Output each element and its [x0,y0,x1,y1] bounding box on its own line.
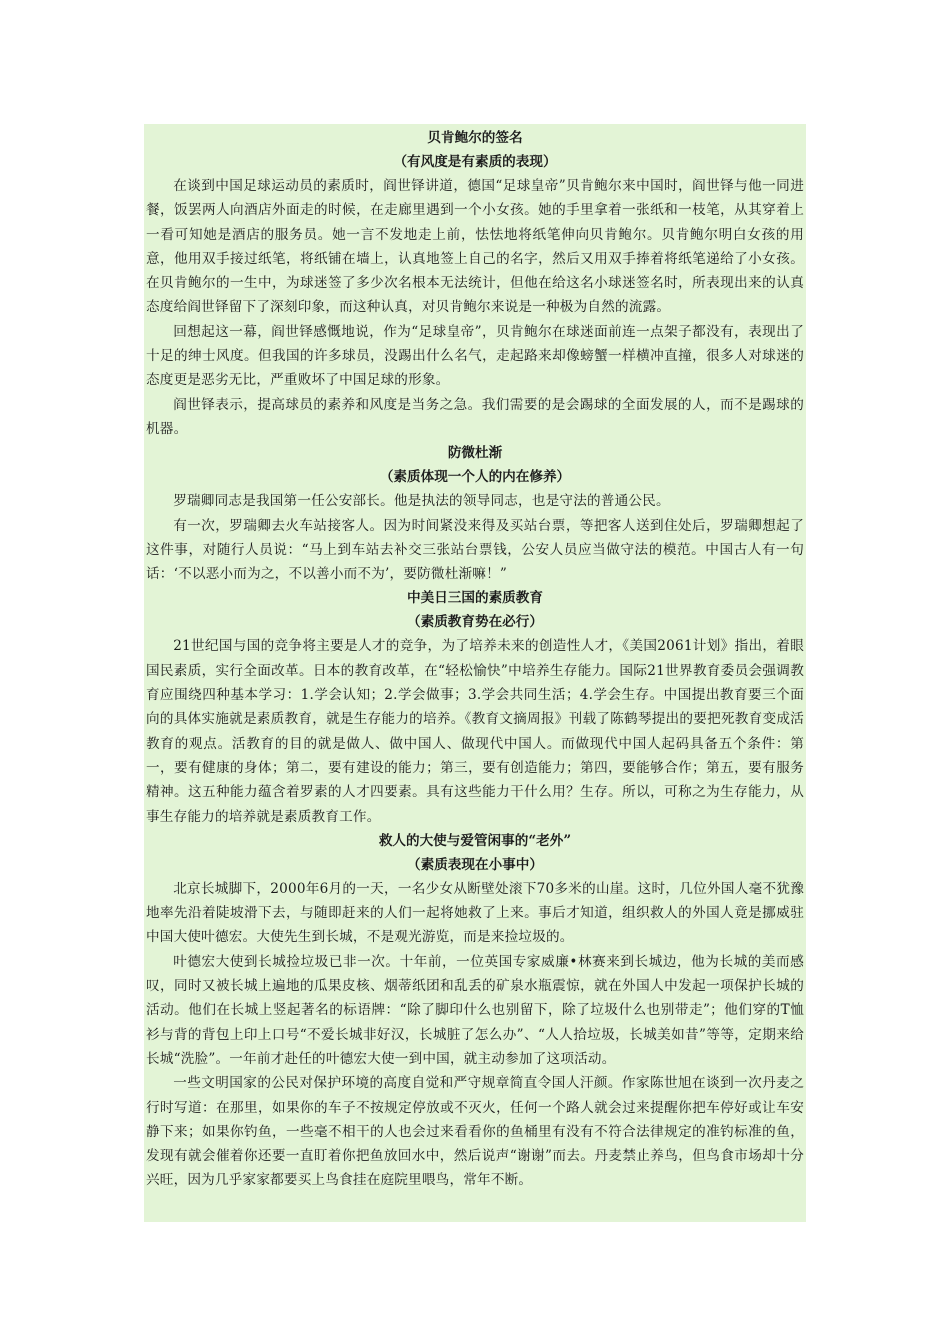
section-title: 中美日三国的素质教育 [407,590,543,607]
section-title: 救人的大使与爱管闲事的“老外” [378,832,572,849]
paragraph: 阎世铎表示，提高球员的素养和风度是当务之急。我们需要的是会踢球的全面发展的人，而不是踢球的机器。 [146,396,804,437]
section-title: 防微杜渐 [447,445,503,462]
section-ambassador [144,829,806,1193]
paragraph: 罗瑞卿同志是我国第一任公安部长。他是执法的领导同志，也是守法的普通公民。 [173,493,670,510]
paragraph: 一些文明国家的公民对保护环境的高度自觉和严守规章简直令国人汗颜。作家陈世旭在谈到一次丹麦之行时写道：在那里，如果你的车子不按规定停放或不灭火，任何一个路人就会过来提醒你把车停好或让车安静下来；如果你钓鱼，一些毫不相干的人也会过来看看你的鱼桶里有没有不符合法律规定的准钓标准的鱼，发现有就会催着你还要一直盯着你把鱼放回水中，然后说声“谢谢”而去。丹麦禁止养鸟，但鸟食市场却十分兴旺，因为几乎家家都要买上鸟食挂在庭院里喂鸟，常年不断。 [146,1075,804,1189]
section-subtitle: （素质体现一个人的内在修养） [379,469,571,486]
paragraph: 叶德宏大使到长城捡垃圾已非一次。十年前，一位英国专家威廉•林赛来到长城边，他为长城的美而感叹，同时又被长城上遍地的瓜果皮核、烟蒂纸团和乱丢的矿泉水瓶震惊，就在外国人中发起一项保护长城的活动。他们在长城上竖起著名的标语牌：“除了脚印什么也别留下，除了垃圾什么也别带走”；他们穿的T恤衫与背的背包上印上口号“不爱长城非好汉，长城脏了怎么办”、“人人拾垃圾，长城美如昔”等等，定期来给长城“洗脸”。一年前才赴任的叶德宏大使一到中国，就主动参加了这项活动。 [146,953,804,1067]
paragraph: 21世纪国与国的竞争将主要是人才的竞争，为了培养未来的创造性人才，《美国2061计划》指出，着眼国民素质，实行全面改革。日本的教育改革，在“轻松愉快”中培养生存能力。国际21世界教育委员会强调教育应围绕四种基本学习：1.学会认知；2.学会做事；3.学会共同生活；4.学会生存。中国提出教育要三个面向的具体实施就是素质教育，就是生存能力的培养。《教育文摘周报》刊载了陈鹤琴提出的要把死教育变成活教育的观点。活教育的目的就是做人、做中国人、做现代中国人。而做现代中国人起码具备五个条件：第一，要有健康的身体；第二，要有建设的能力；第三，要有创造能力；第四，要能够合作；第五，要有服务精神。这五种能力蕴含着罗素的人才四要素。具有这些能力干什么用？生存。所以，可称之为生存能力，从事生存能力的培养就是素质教育工作。 [146,638,804,825]
paragraph: 在谈到中国足球运动员的素质时，阎世铎讲道，德国“足球皇帝”贝肯鲍尔来中国时，阎世铎与他一同进餐，饭罢两人向酒店外面走的时候，在走廊里遇到一个小女孩。她的手里拿着一张纸和一枝笔，从其穿着上一看可知她是酒店的服务员。她一言不发地走上前，怯怯地将纸笔伸向贝肯鲍尔。贝肯鲍尔明白女孩的用意，他用双手接过纸笔，将纸铺在墙上，认真地签上自己的名字，然后又用双手捧着将纸笔递给了小女孩。在贝肯鲍尔的一生中，为球迷签了多少次名根本无法统计，但他在给这名小球迷签名时，所表现出来的认真态度给阎世铎留下了深刻印象，而这种认真，对贝肯鲍尔来说是一种极为自然的流露。 [146,178,804,316]
section-fangwei [144,441,806,586]
section-subtitle: （素质教育势在必行） [407,614,543,631]
section-beckenbauer [144,126,806,441]
paragraph: 回想起这一幕，阎世铎感慨地说，作为“足球皇帝”，贝肯鲍尔在球迷面前连一点架子都没有，表现出了十足的绅士风度。但我国的许多球员，没踢出什么名气，走起路来却像螃蟹一样横冲直撞，很多人对球迷的态度更是恶劣无比，严重败坏了中国足球的形象。 [146,323,804,389]
section-subtitle: （素质表现在小事中） [407,856,543,873]
paragraph: 北京长城脚下，2000年6月的一天，一名少女从断壁处滚下70多米的山崖。这时，几位外国人毫不犹豫地率先沿着陡坡滑下去，与随即赶来的人们一起将她救了上来。事后才知道，组织救人的外国人竟是挪威驻中国大使叶德宏。大使先生到长城，不是观光游览，而是来捡垃圾的。 [146,880,804,946]
section-subtitle: （有风度是有素质的表现） [393,154,557,170]
section-title: 贝肯鲍尔的签名 [427,130,523,146]
document-page [144,124,806,1222]
paragraph: 有一次，罗瑞卿去火车站接客人。因为时间紧没来得及买站台票，等把客人送到住处后，罗瑞卿想起了这件事，对随行人员说：“马上到车站去补交三张站台票钱，公安人员应当做守法的模范。中国古人有一句话：‘不以恶小而为之，不以善小而不为’，要防微杜渐嘛！” [146,517,804,583]
section-education [144,586,806,828]
